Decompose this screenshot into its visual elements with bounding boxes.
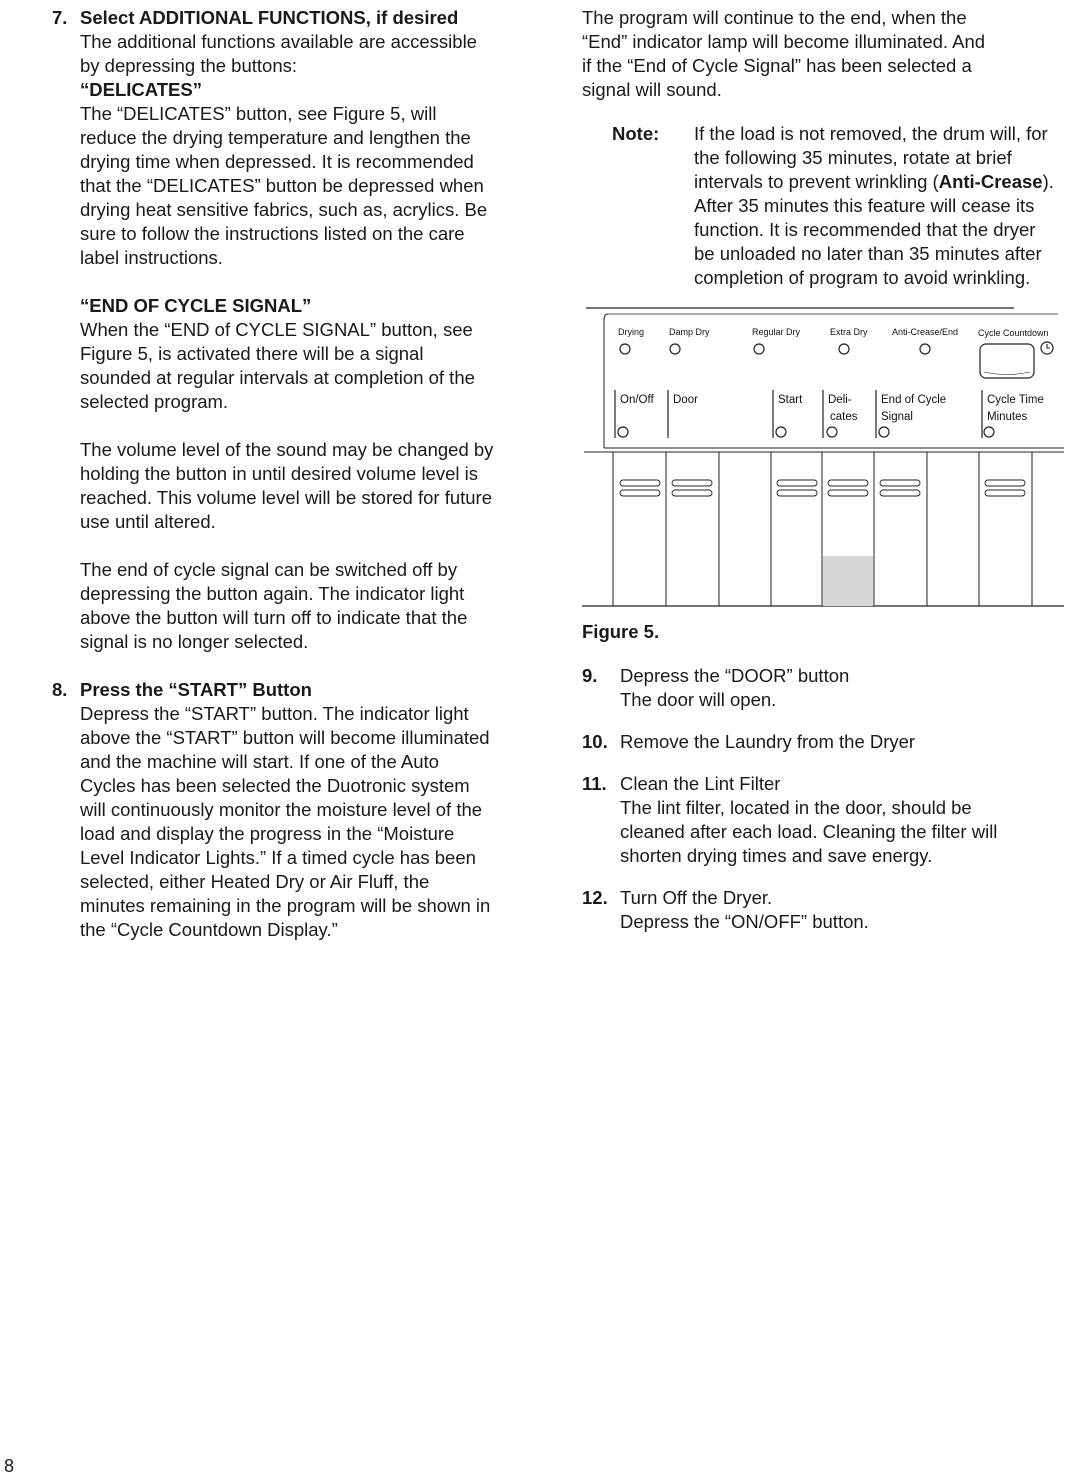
indicator-damp-dry-label: Damp Dry [669, 327, 710, 337]
indicator-anti-crease-label: Anti-Crease/End [892, 327, 959, 337]
step-8-title: Press the “START” Button [80, 679, 312, 700]
damp-dry-lamp [670, 344, 680, 354]
step-7-number: 7. [52, 7, 68, 28]
text-line: cleaned after each load. Cleaning the filter will [620, 821, 998, 842]
step-9 [582, 664, 1062, 712]
text-line: the “Cycle Countdown Display.” [80, 919, 338, 940]
start-button [777, 480, 817, 486]
indicator-extra-dry-label: Extra Dry [830, 327, 868, 337]
drying-lamp [620, 344, 630, 354]
delicates-heading: “DELICATES” [80, 79, 202, 100]
text-line: Turn Off the Dryer. [620, 887, 773, 908]
text-line: above the button will turn off to indicate that the [80, 607, 468, 628]
text-line: holding the button in until desired volume level is [80, 463, 478, 484]
text-line: Cycles has been selected the Duotronic system [80, 775, 470, 796]
step-8-number: 8. [52, 679, 68, 700]
text-line: reached. This volume level will be stored for future [80, 487, 492, 508]
text-line: drying heat sensitive fabrics, such as, acrylics. Be [80, 199, 488, 220]
step-10-number: 10. [582, 731, 608, 752]
indicator-drying-label: Drying [618, 327, 645, 337]
text-line: Remove the Laundry from the Dryer [620, 731, 916, 752]
figure-caption: Figure 5. [582, 621, 660, 642]
text-line: shorten drying times and save energy. [620, 845, 933, 866]
anti-crease-lamp [920, 344, 930, 354]
text-line: completion of program to avoid wrinkling. [694, 267, 1031, 288]
delicates-label-line1: Deli- [828, 394, 852, 406]
end-of-cycle-button [880, 480, 920, 486]
note-block [612, 122, 1062, 290]
text-line: if the “End of Cycle Signal” has been selected a [582, 55, 972, 76]
text-line: The program will continue to the end, when the [582, 7, 967, 28]
text-fragment: intervals to prevent wrinkling ( [694, 171, 939, 192]
text-line: selected program. [80, 391, 229, 412]
right-column [582, 6, 1062, 290]
end-of-cycle-label-line1: End of Cycle [881, 394, 947, 406]
regular-dry-lamp [754, 344, 764, 354]
text-line: Clean the Lint Filter [620, 773, 781, 794]
text-line: be unloaded no later than 35 minutes after [694, 243, 1042, 264]
text-line: minutes remaining in the program will be shown in [80, 895, 491, 916]
step-8 [52, 678, 552, 942]
clock-icon [1041, 342, 1053, 354]
text-line: The “DELICATES” button, see Figure 5, will [80, 103, 437, 124]
right-steps [582, 664, 1062, 934]
text-line: label instructions. [80, 247, 223, 268]
end-of-cycle-heading: “END OF CYCLE SIGNAL” [80, 295, 312, 316]
text-line: The volume level of the sound may be changed by [80, 439, 494, 460]
text-line: will continuously monitor the moisture level of the [80, 799, 483, 820]
text-line: use until altered. [80, 511, 216, 532]
end-of-cycle-label-line2: Signal [881, 411, 913, 423]
text-fragment: ). [1042, 171, 1054, 192]
text-line: “End” indicator lamp will become illuminated. And [582, 31, 986, 52]
cycle-time-label-line1: Cycle Time [987, 394, 1044, 406]
text-line: The door will open. [620, 689, 777, 710]
on-off-label: On/Off [620, 394, 654, 406]
text-line [694, 170, 1062, 194]
text-line: The lint filter, located in the door, should be [620, 797, 972, 818]
step-12-number: 12. [582, 887, 608, 908]
cycle-time-lamp [984, 427, 994, 437]
text-line: If the load is not removed, the drum will, for [694, 123, 1048, 144]
extra-dry-lamp [839, 344, 849, 354]
door-label: Door [673, 394, 698, 406]
panel-left-edge [604, 314, 608, 448]
text-line: sounded at regular intervals at completion of the [80, 367, 475, 388]
display-shade [984, 372, 1030, 375]
text-line: the following 35 minutes, rotate at brief [694, 147, 1012, 168]
delicates-label-line2: cates [830, 411, 858, 423]
text-line: The end of cycle signal can be switched off by [80, 559, 458, 580]
door-button [672, 480, 712, 486]
step-9-number: 9. [582, 665, 598, 686]
text-line: signal is no longer selected. [80, 631, 309, 652]
anti-crease-term: Anti-Crease [938, 171, 1043, 192]
text-line: reduce the drying temperature and lengthen the [80, 127, 471, 148]
cycle-time-button [985, 480, 1025, 486]
on-off-button [620, 480, 660, 486]
text-line: The additional functions available are accessible [80, 31, 477, 52]
step-7 [52, 6, 552, 678]
left-column [52, 6, 552, 942]
start-label: Start [778, 394, 803, 406]
text-line: selected, either Heated Dry or Air Fluff, the [80, 871, 430, 892]
text-line: and the machine will start. If one of the Auto [80, 751, 439, 772]
text-line: that the “DELICATES” button be depressed when [80, 175, 484, 196]
text-line: sure to follow the instructions listed on the care [80, 223, 465, 244]
text-line: above the “START” button will become illuminated [80, 727, 490, 748]
text-line: Depress the “DOOR” button [620, 665, 850, 686]
text-line: Level Indicator Lights.” If a timed cycle has been [80, 847, 476, 868]
text-line: load and display the progress in the “Moisture [80, 823, 455, 844]
text-line: When the “END of CYCLE SIGNAL” button, see [80, 319, 473, 340]
indicator-cycle-countdown-label: Cycle Countdown [978, 328, 1049, 338]
indicator-regular-dry-label: Regular Dry [752, 327, 801, 337]
text-line: signal will sound. [582, 79, 722, 100]
step-11 [582, 772, 1062, 868]
page-number: 8 [4, 1456, 15, 1476]
text-line: drying time when depressed. It is recommended [80, 151, 474, 172]
start-lamp [776, 427, 786, 437]
end-of-cycle-lamp [879, 427, 889, 437]
cycle-time-label-line2: Minutes [987, 411, 1028, 423]
delicates-lamp [827, 427, 837, 437]
control-panel-figure [582, 306, 1064, 610]
text-line: Depress the “START” button. The indicator light [80, 703, 469, 724]
on-off-lamp [618, 427, 628, 437]
text-line: After 35 minutes this feature will cease its [694, 195, 1035, 216]
note-label: Note: [612, 123, 660, 144]
step-7-title: Select ADDITIONAL FUNCTIONS, if desired [80, 7, 459, 28]
text-line: Depress the “ON/OFF” button. [620, 911, 869, 932]
delicates-button [828, 480, 868, 486]
text-line: by depressing the buttons: [80, 55, 298, 76]
text-line: Figure 5, is activated there will be a signal [80, 343, 424, 364]
text-line: depressing the button again. The indicator light [80, 583, 465, 604]
step-12 [582, 886, 1062, 934]
step-10 [582, 730, 1062, 754]
pressed-button-shade [823, 556, 873, 606]
step-11-number: 11. [582, 773, 607, 794]
text-line: function. It is recommended that the dryer [694, 219, 1036, 240]
